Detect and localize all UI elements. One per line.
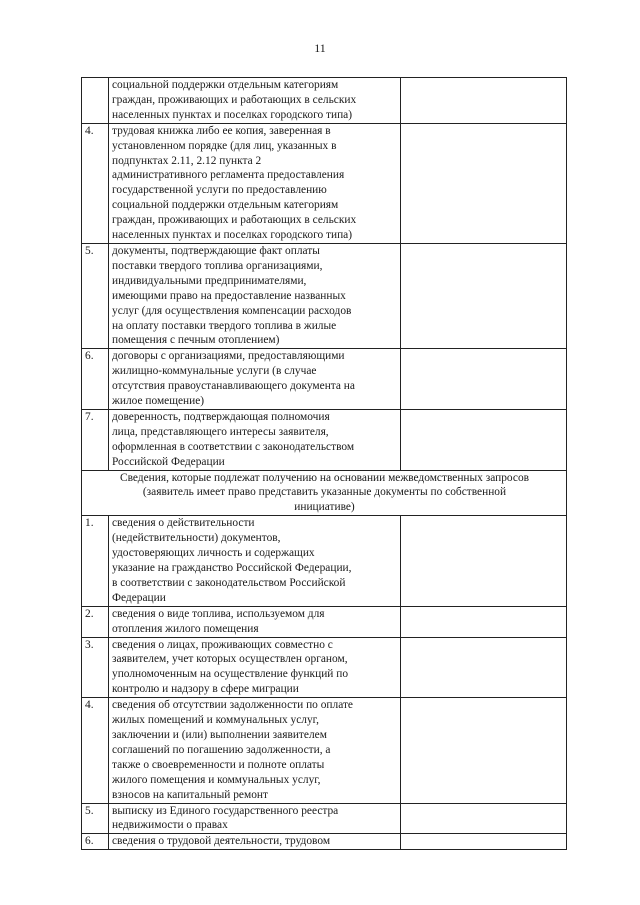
row-number: 3. — [82, 637, 109, 698]
description-line: сведения о виде топлива, используемом для — [112, 607, 325, 620]
description-line: социальной поддержки отдельным категориям — [112, 79, 339, 91]
row-description — [109, 698, 401, 803]
description-line: взносов на капитальный ремонт — [112, 788, 268, 801]
description-line: индивидуальными предпринимателями, — [112, 274, 307, 287]
empty-cell — [401, 803, 567, 834]
row-number: 7. — [82, 409, 109, 470]
empty-cell — [401, 349, 567, 410]
description-line: населенных пунктах и поселках городского типа) — [112, 229, 353, 242]
row-description — [109, 78, 401, 124]
row-number: 4. — [82, 698, 109, 803]
description-line: на оплату поставки твердого топлива в жилые — [112, 319, 337, 332]
empty-cell — [401, 516, 567, 606]
description-line: заключении и (или) выполнении заявителем — [112, 728, 327, 741]
section-header-body — [82, 470, 567, 516]
description-line: подпунктах 2.11, 2.12 пункта 2 — [112, 154, 262, 167]
description-line: населенных пунктах и поселках городского типа) — [112, 108, 353, 121]
row-description — [109, 834, 401, 850]
description-line: жилых помещений и коммунальных услуг, — [112, 714, 319, 727]
description-line: сведения о действительности — [112, 517, 255, 530]
description-line: сведения о лицах, проживающих совместно с — [112, 638, 333, 651]
row-description — [109, 606, 401, 637]
description-line: лица, представляющего интересы заявителя, — [112, 425, 329, 438]
page-number: 11 — [314, 41, 326, 55]
table-row — [82, 516, 567, 606]
row-number — [82, 78, 109, 124]
description-line: документы, подтверждающие факт оплаты — [112, 244, 320, 257]
description-line: установленном порядке (для лиц, указанных в — [112, 139, 337, 152]
description-line: удостоверяющих личность и содержащих — [112, 547, 315, 560]
description-line: жилое помещение) — [112, 395, 205, 408]
table-row — [82, 698, 567, 803]
empty-cell — [401, 409, 567, 470]
description-line: Российской Федерации — [112, 455, 225, 468]
description-line: административного регламента предоставления — [112, 169, 345, 182]
description-line: выписку из Единого государственного реестра — [112, 804, 339, 817]
table-row — [82, 243, 567, 348]
table-row — [82, 803, 567, 834]
section-header-line: инициативе) — [294, 501, 355, 514]
table-row — [82, 123, 567, 243]
description-line: сведения о трудовой деятельности, трудовом — [112, 835, 331, 848]
empty-cell — [401, 243, 567, 348]
empty-cell — [401, 637, 567, 698]
description-line: Федерации — [112, 591, 166, 604]
row-description — [109, 803, 401, 834]
description-line: заявителем, учет которых осуществлен органом, — [112, 653, 348, 666]
table-top-body — [82, 78, 567, 471]
description-line: отсутствия правоустанавливающего документа на — [112, 380, 355, 393]
row-description — [109, 243, 401, 348]
row-number: 5. — [82, 803, 109, 834]
row-number: 6. — [82, 349, 109, 410]
description-line: поставки твердого топлива организациями, — [112, 259, 323, 272]
table-row — [82, 78, 567, 124]
table-row — [82, 606, 567, 637]
description-line: указание на гражданство Российской Федерации, — [112, 562, 352, 574]
empty-cell — [401, 123, 567, 243]
description-line: соглашений по погашению задолженности, а — [112, 743, 331, 756]
empty-cell — [401, 606, 567, 637]
empty-cell — [401, 698, 567, 803]
row-description — [109, 637, 401, 698]
row-description — [109, 123, 401, 243]
row-description — [109, 409, 401, 470]
row-number: 1. — [82, 516, 109, 606]
description-line: в соответствии с законодательством Российской — [112, 576, 346, 589]
row-number: 6. — [82, 834, 109, 850]
description-line: граждан, проживающих и работающих в сельских — [112, 214, 357, 227]
description-line: недвижимости о правах — [112, 819, 228, 832]
description-line: уполномоченным на осуществление функций по — [112, 668, 349, 681]
table-row — [82, 349, 567, 410]
description-line: граждан, проживающих и работающих в сельских — [112, 93, 357, 106]
description-line: жилищно-коммунальные услуги (в случае — [112, 365, 317, 378]
table-row — [82, 834, 567, 850]
description-line: трудовая книжка либо ее копия, заверенная в — [112, 124, 331, 137]
row-number: 4. — [82, 123, 109, 243]
section-header-row — [82, 470, 567, 516]
description-line: государственной услуги по предоставлению — [112, 184, 327, 197]
table-row — [82, 409, 567, 470]
section-header-cell — [82, 470, 567, 516]
table-row — [82, 637, 567, 698]
description-line: сведения об отсутствии задолженности по оплате — [112, 699, 353, 712]
description-line: доверенность, подтверждающая полномочия — [112, 410, 330, 423]
documents-table — [81, 77, 567, 850]
empty-cell — [401, 78, 567, 124]
row-number: 5. — [82, 243, 109, 348]
description-line: оформленная в соответствии с законодательством — [112, 440, 355, 453]
description-line: помещения с печным отоплением) — [112, 334, 280, 347]
table-bottom-body — [82, 516, 567, 850]
row-description — [109, 349, 401, 410]
section-header-line: Сведения, которые подлежат получению на основании межведомственных запросов — [119, 471, 530, 484]
description-line: социальной поддержки отдельным категориям — [112, 199, 339, 212]
description-line: (недействительности) документов, — [112, 532, 281, 545]
empty-cell — [401, 834, 567, 850]
description-line: услуг (для осуществления компенсации расходов — [112, 304, 352, 317]
description-line: также о своевременности и полноте оплаты — [112, 758, 325, 771]
description-line: контролю и надзору в сфере миграции — [112, 683, 299, 696]
row-number: 2. — [82, 606, 109, 637]
row-description — [109, 516, 401, 606]
description-line: имеющими право на предоставление названных — [112, 289, 346, 302]
description-line: отопления жилого помещения — [112, 622, 259, 635]
section-header-line: (заявитель имеет право представить указанные документы по собственной — [142, 486, 507, 499]
description-line: договоры с организациями, предоставляющими — [112, 350, 345, 363]
description-line: жилого помещения и коммунальных услуг, — [112, 773, 321, 786]
